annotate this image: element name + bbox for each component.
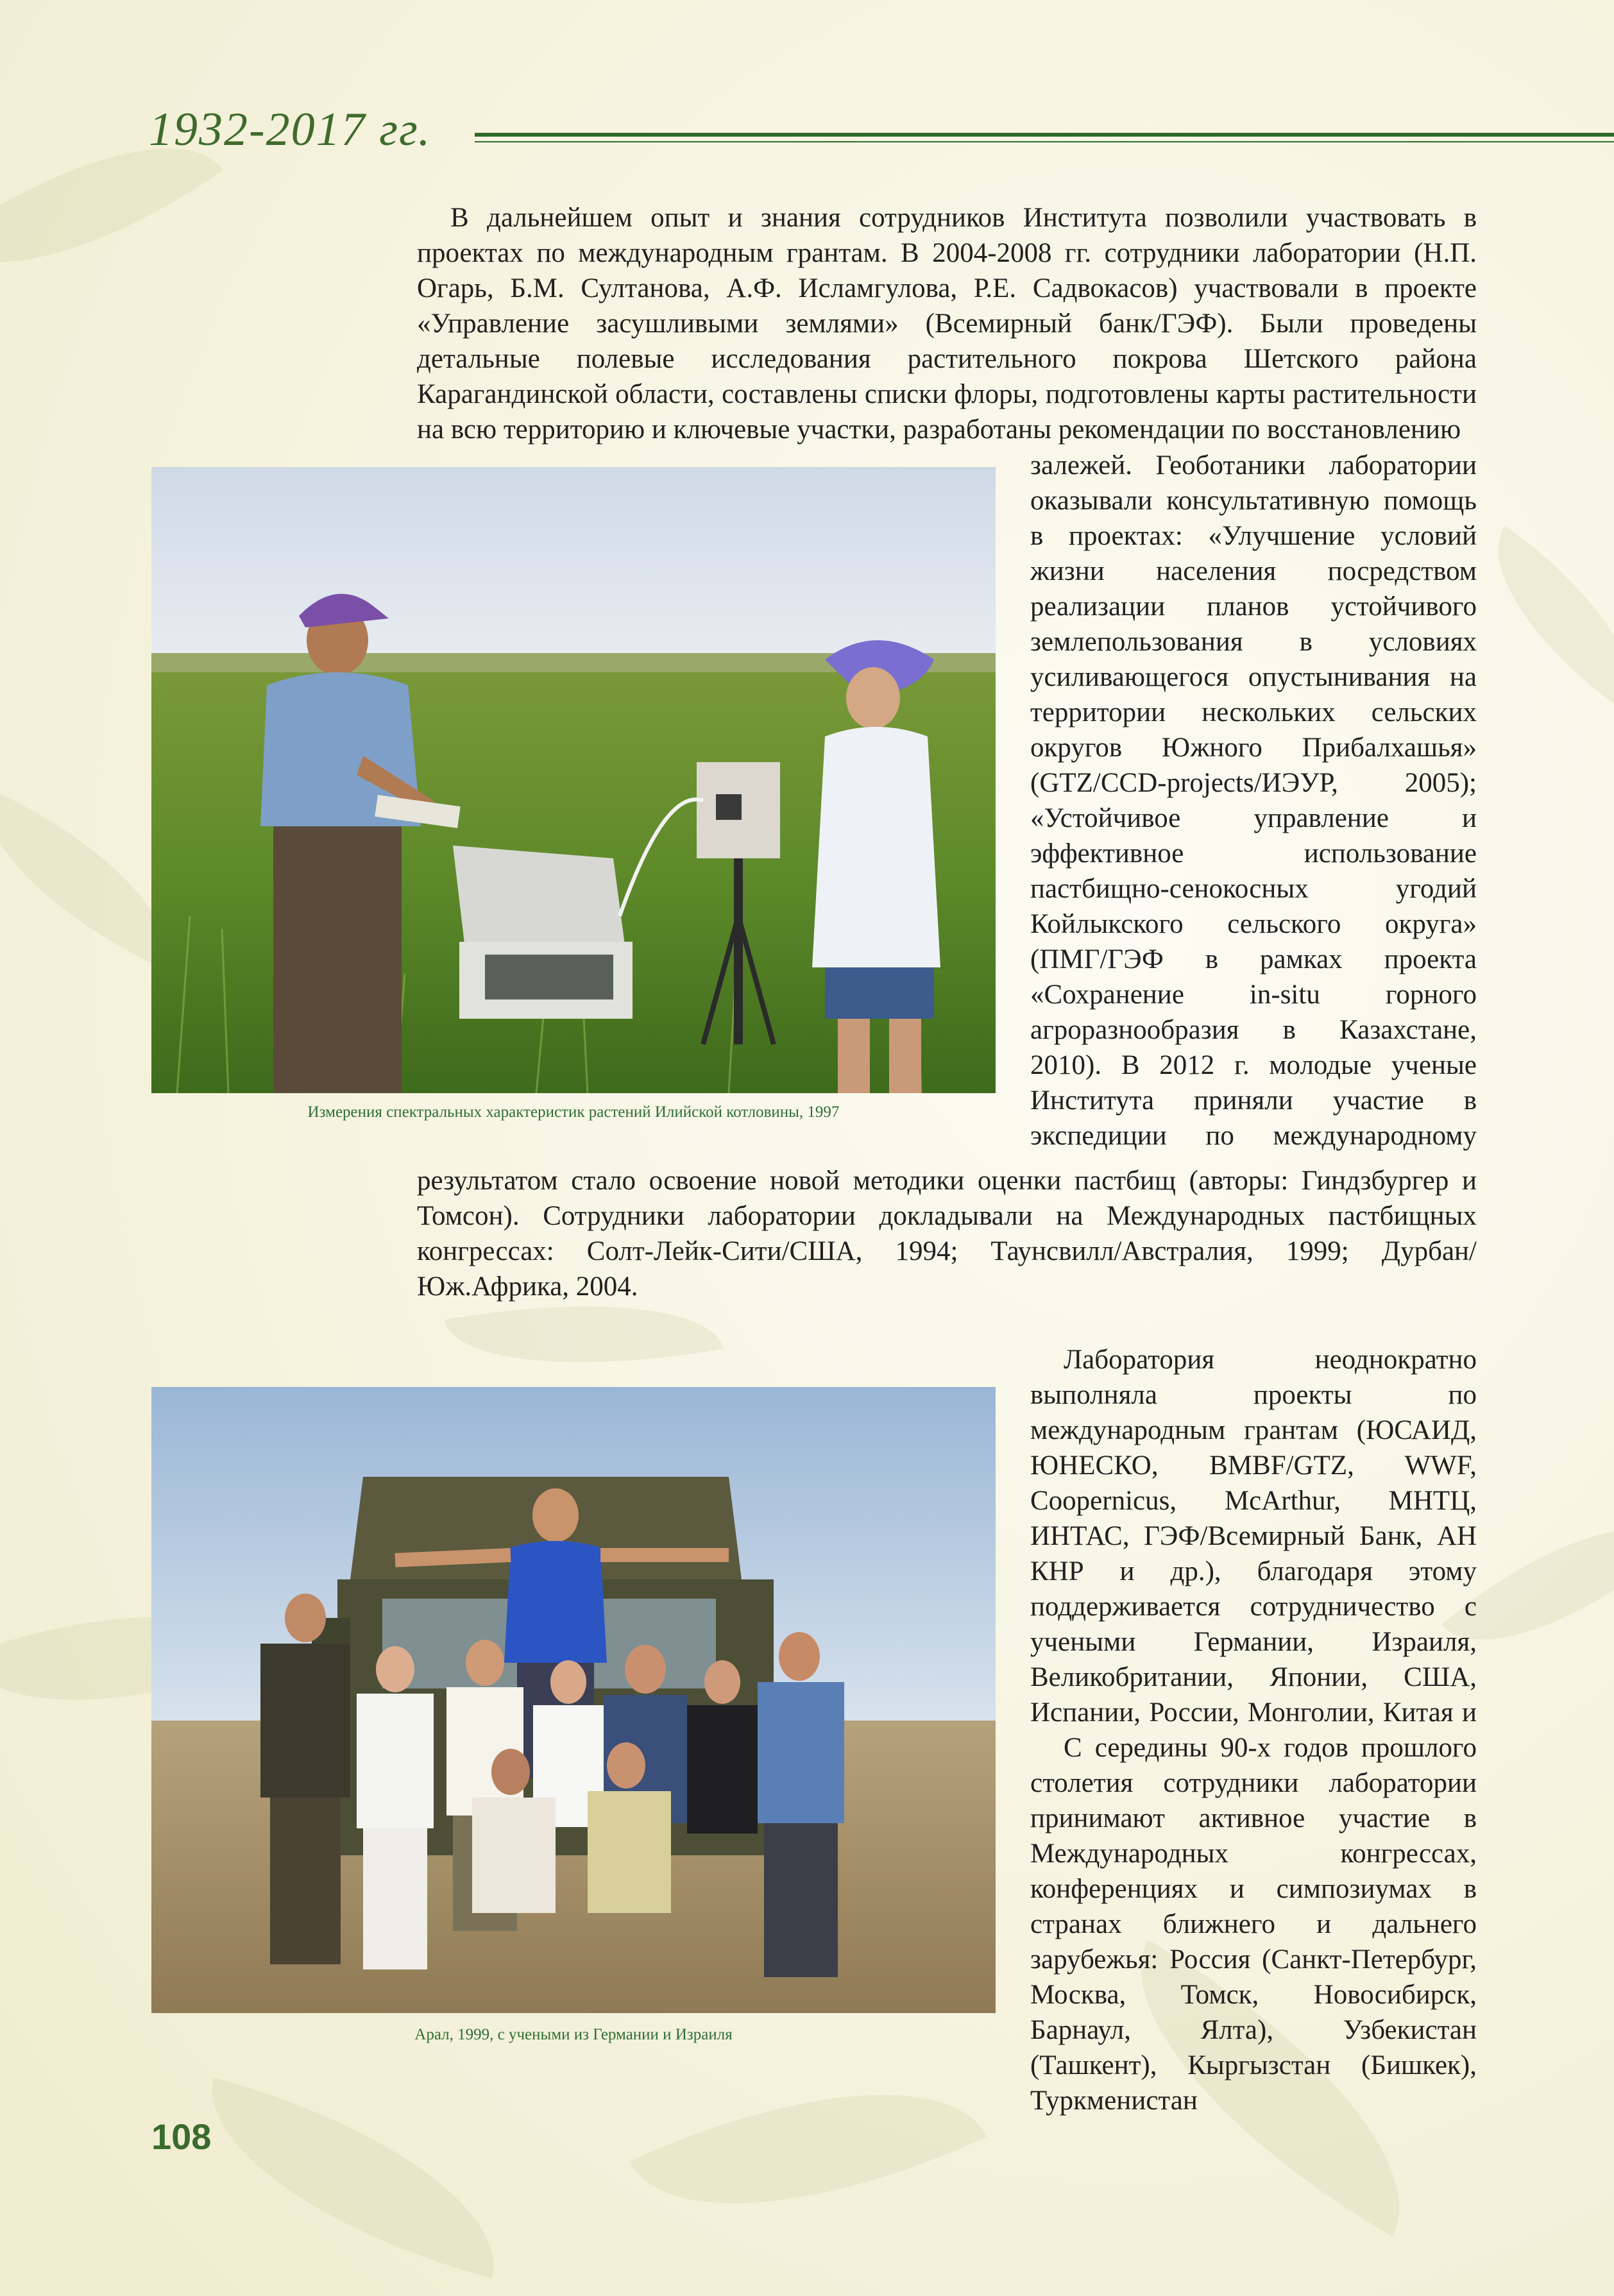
decorative-leaf — [182, 2078, 523, 2279]
header-title: 1932-2017 гг. — [149, 103, 432, 156]
paragraph-intro: В дальнейшем опыт и знания сотрудников Института позволили участвовать в проектах по международным грантам. В 2004-2008 гг. сотрудники лаборатории (Н.П. Огарь, Б.М. Султанова, А.Ф. Исламгулова, Р.Е. Садвокасов) участвовали в проекте «Управление засушливыми землями» (Всемирный банк/ГЭФ). Были проведены детальные полевые исследования растительного покрова Шетского района Карагандинской области, составлены списки флоры, подготовлены карты растительности на всю территорию и ключевые участки, разработаны рекомендации по восстановлению — [417, 203, 1477, 445]
decorative-leaf — [1457, 526, 1614, 712]
photo-aral-group-caption: Арал, 1999, с учеными из Германии и Израиля — [414, 2026, 733, 2043]
header-rule-thin — [475, 141, 1614, 142]
photo-spectral-measurements — [151, 467, 996, 1093]
paragraph-international-grants: Лаборатория неоднократно выполняла проекты по международным грантам (ЮСАИД, ЮНЕСКО, BMBF/GTZ, WWF, Coopernicus, McArthur, МНТЦ, ИНТАС, ГЭФ/Всемирный Банк, АН КНР и др.), благодаря этому поддерживается сотрудничество с учеными Германии, Израиля, Великобритании, Японии, США, Испании, России, Монголии, Китая и — [1030, 1345, 1477, 1728]
paragraph-geobotany-projects: залежей. Геоботаники лаборатории оказывали консультативную помощь в проектах: «Улучшение условий жизни населения посредством реализации планов устойчивого землепользования в условиях усиливающегося опустынивания на территории нескольких сельских округов Южного Прибалхашья» (GTZ/CCD-projects/ИЭУР, 2005); «Устойчивое управление и эффективное использование пастбищно-сенокосных угодий Койлыкского сельского округа» (ПМГ/ГЭФ в рамках проекта «Сохранение in-situ горного агроразнообразия в Казахстане, 2010). В 2012 г. молодые ученые Института приняли участие в экспедиции по международному — [1030, 450, 1477, 1151]
decorative-leaf — [630, 2020, 987, 2277]
photo-spectral-measurements-caption: Измерения спектральных характеристик растений Илийской котловины, 1997 — [307, 1103, 840, 1121]
photo-spectral-measurements-image — [151, 467, 996, 1093]
paragraph-pasture-congresses: результатом стало освоение новой методики оценки пастбищ (авторы: Гиндзбургер и Томсон). Сотрудники лаборатории докладывали на Международных пастбищных конгрессах: Солт-Лейк-Сити/США, 1994; Таунсвилл/Австралия, 1999; Дурбан/Юж.Африка, 2004. — [417, 1166, 1477, 1302]
photo-aral-group-image — [151, 1387, 996, 2013]
paragraph-congresses: С середины 90-х годов прошлого столетия сотрудники лаборатории принимают активное участие в Международных конгрессах, конференциях и симпозиумах в странах ближнего и дальнего зарубежья: Россия (Санкт-Петербург, Москва, Томск, Новосибирск, Барнаул, Ялта), Узбекистан (Ташкент), Кыргызстан (Бишкек), Туркменистан — [1030, 1733, 1477, 2116]
header-rule — [475, 133, 1614, 137]
page-number: 108 — [151, 2116, 212, 2157]
photo-aral-group — [151, 1387, 996, 2013]
